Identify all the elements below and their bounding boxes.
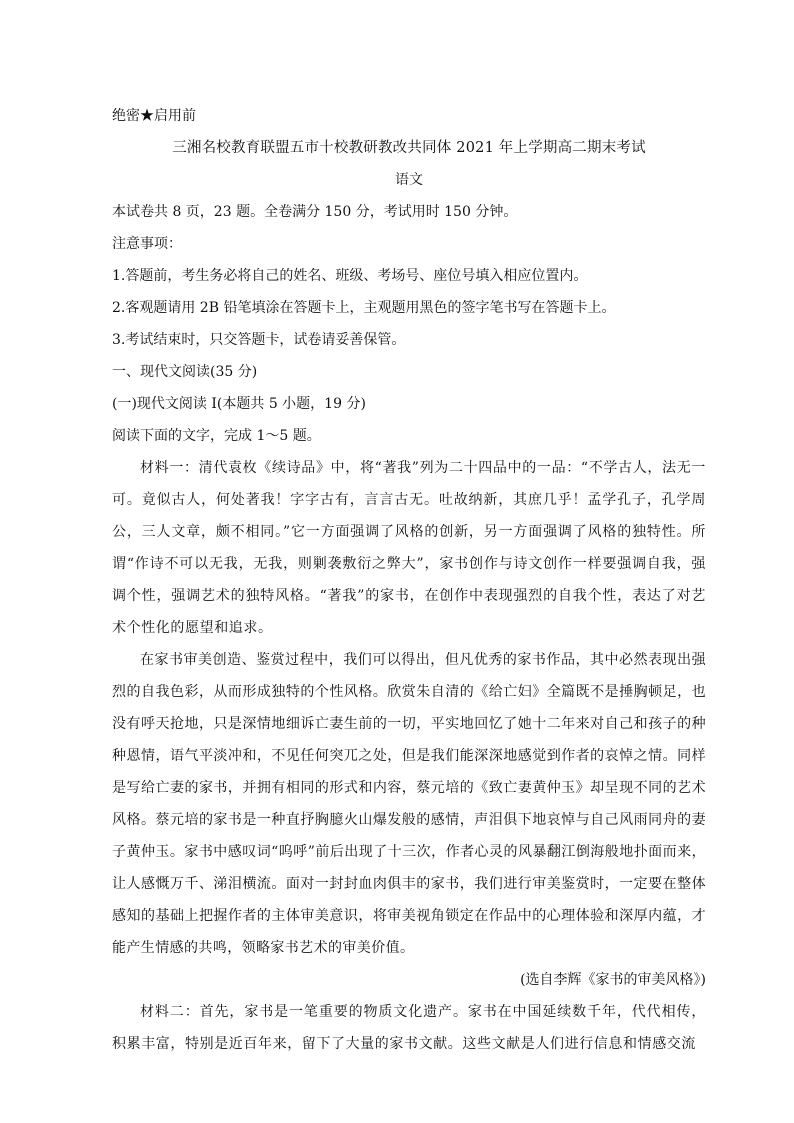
notice-item-1: 1.答题前，考生务必将自己的姓名、班级、考场号、座位号填入相应位置内。: [112, 268, 588, 284]
material1-paragraph-1: 材料一：清代袁枚《续诗品》中，将“著我”列为二十四品中的一品：“不学古人，法无一可。竟似古人，何处著我！字字古有，言言古无。吐故纳新，其庶几乎！孟学孔子，孔学周公，三人文章，颇不相同。”它一方面强调了风格的创新，另一方面强调了风格的独特性。所谓“作诗不可以无我，无我，则剿袭敷衍之弊大”，家书创作与诗文创作一样要强调自我，强调个性，强调艺术的独特风格。“著我”的家书，在创作中表现强烈的自我个性，表达了对艺术个性化的愿望和追求。: [112, 460, 706, 636]
material2-paragraph-1: 材料二：首先，家书是一笔重要的物质文化遗产。家书在中国延续数千年，代代相传，积累丰富，特别是近百年来，留下了大量的家书文献。这些文献是人们进行信息和情感交流: [112, 1004, 706, 1052]
material1-paragraph-2: 在家书审美创造、鉴赏过程中，我们可以得出，但凡优秀的家书作品，其中必然表现出强烈的自我色彩，从而形成独特的个性风格。欣赏朱自清的《给亡妇》全篇既不是捶胸顿足，也没有呼天抢地，只是深情地细诉亡妻生前的一切，平实地回忆了她十二年来对自己和孩子的种种恩情，语气平淡冲和，不见任何突兀之处，但是我们能深深地感觉到作者的哀悼之情。同样是写给亡妻的家书，并拥有相同的形式和内容，蔡元培的《致亡妻黄仲玉》却呈现不同的艺术风格。蔡元培的家书是一种直抒胸臆火山爆发般的感情，声泪俱下地哀悼与自己风雨同舟的妻子黄仲玉。家书中感叹词“呜呼”前后出现了十三次，作者心灵的风暴翻江倒海般地扑面而来，让人感慨万千、涕泪横流。面对一封封血肉俱丰的家书，我们进行审美鉴赏时，一定要在整体感知的基础上把握作者的主体审美意识，将审美视角锁定在作品中的心理体验和深厚内蕴，才能产生情感的共鸣，领略家书艺术的审美价值。: [112, 652, 706, 956]
exam-summary: 本试卷共 8 页，23 题。全卷满分 150 分，考试用时 150 分钟。: [112, 204, 518, 220]
subject-title: 语文: [395, 172, 423, 188]
material1-source: (选自李辉《家书的审美风格》): [520, 972, 706, 988]
section-heading: 一、现代文阅读(35 分): [112, 364, 258, 380]
notice-title: 注意事项：: [112, 236, 182, 252]
section-subheading: (一)现代文阅读 I(本题共 5 小题，19 分): [112, 396, 366, 412]
notice-item-2: 2.客观题请用 2B 铅笔填涂在答题卡上，主观题用黑色的签字笔书写在答题卡上。: [112, 300, 616, 316]
notice-item-3: 3.考试结束时，只交答题卡，试卷请妥善保管。: [112, 332, 406, 348]
reading-instruction: 阅读下面的文字，完成 1～5 题。: [112, 428, 321, 444]
secret-label: 绝密★启用前: [112, 108, 196, 124]
exam-title: 三湘名校教育联盟五市十校教研教改共同体 2021 年上学期高二期末考试: [172, 140, 646, 156]
